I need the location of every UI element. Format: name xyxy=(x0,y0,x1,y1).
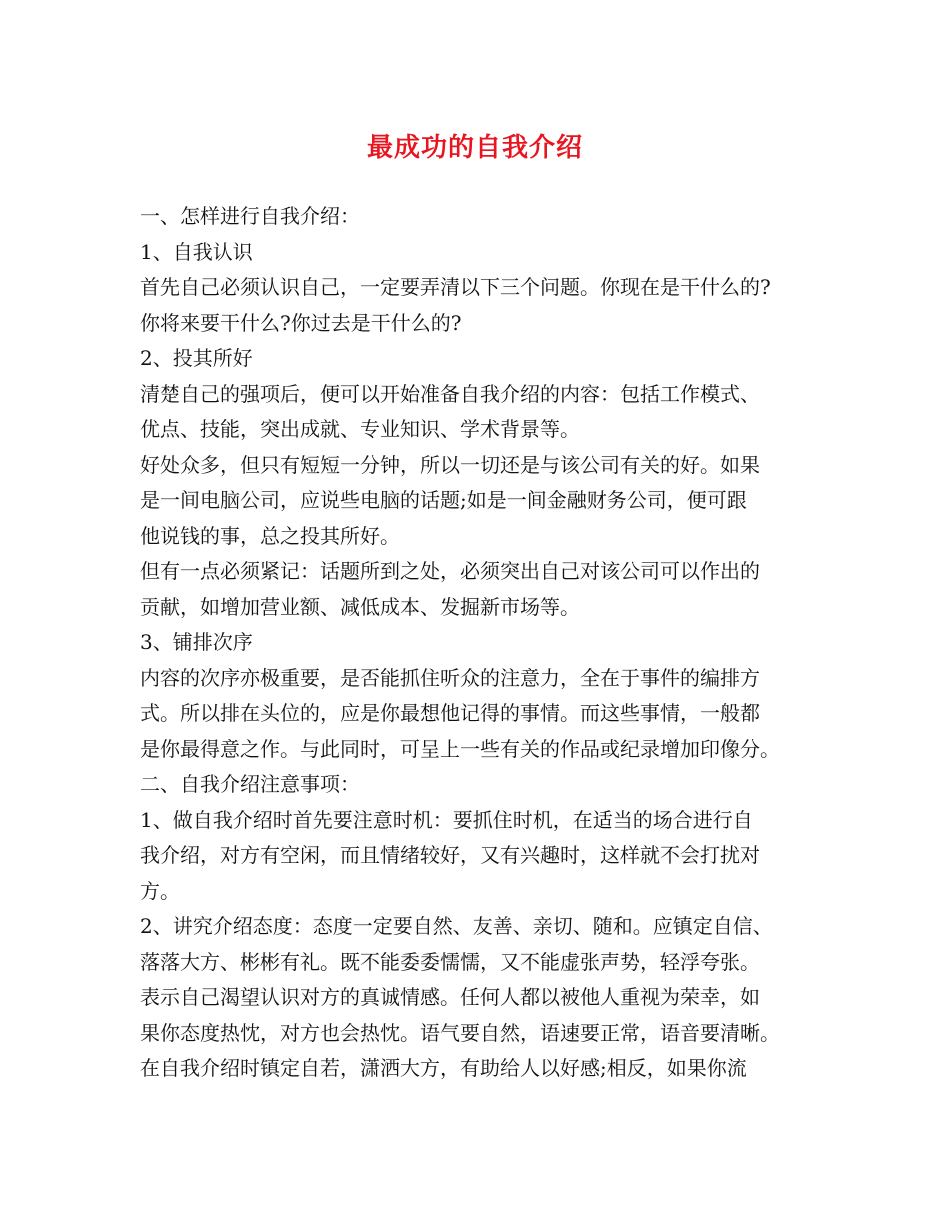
text-line: 落落大方、彬彬有礼。既不能委委懦懦，又不能虚张声势，轻浮夸张。 xyxy=(140,949,760,974)
text-line: 在自我介绍时镇定自若，潇洒大方，有助给人以好感;相反，如果你流 xyxy=(140,1056,747,1080)
text-line: 1、自我认识 xyxy=(140,239,253,264)
text-line: 清楚自己的强项后，便可以开始准备自我介绍的内容：包括工作模式、 xyxy=(140,381,760,406)
text-line: 我介绍，对方有空闲，而且情绪较好，又有兴趣时，这样就不会打扰对 xyxy=(140,843,760,867)
text-line: 方。 xyxy=(140,878,180,903)
text-line: 首先自己必须认识自己，一定要弄清以下三个问题。你现在是干什么的? xyxy=(140,275,771,299)
text-line: 优点、技能，突出成就、专业知识、学术背景等。 xyxy=(140,417,580,441)
text-line: 一、怎样进行自我介绍： xyxy=(140,204,360,228)
text-line: 是一间电脑公司，应说些电脑的话题;如是一间金融财务公司，便可跟 xyxy=(140,488,747,512)
text-line: 2、投其所好 xyxy=(140,346,253,370)
text-line: 2、讲究介绍态度：态度一定要自然、友善、亲切、随和。应镇定自信、 xyxy=(140,914,773,938)
text-line: 3、铺排次序 xyxy=(140,630,253,654)
text-line: 1、做自我介绍时首先要注意时机：要抓住时机，在适当的场合进行自 xyxy=(140,807,753,832)
text-line: 是你最得意之作。与此同时，可呈上一些有关的作品或纪录增加印像分。 xyxy=(140,736,780,761)
text-line: 但有一点必须紧记：话题所到之处，必须突出自己对该公司可以作出的 xyxy=(140,559,760,583)
document-body xyxy=(140,199,830,1087)
text-line: 他说钱的事，总之投其所好。 xyxy=(140,523,400,548)
document-title: 最成功的自我介绍 xyxy=(366,133,583,163)
text-line: 内容的次序亦极重要，是否能抓住听众的注意力，全在于事件的编排方 xyxy=(140,665,760,690)
text-line: 贡献，如增加营业额、减低成本、发掘新市场等。 xyxy=(140,594,580,619)
text-line: 果你态度热忱，对方也会热忱。语气要自然，语速要正常，语音要清晰。 xyxy=(140,1020,780,1045)
text-line: 二、自我介绍注意事项： xyxy=(140,772,360,796)
text-line: 式。所以排在头位的，应是你最想他记得的事情。而这些事情，一般都 xyxy=(140,701,760,725)
text-line: 你将来要干什么?你过去是干什么的? xyxy=(140,310,462,335)
text-line: 表示自己渴望认识对方的真诚情感。任何人都以被他人重视为荣幸，如 xyxy=(140,985,760,1009)
text-line: 好处众多，但只有短短一分钟，所以一切还是与该公司有关的好。如果 xyxy=(140,452,760,477)
